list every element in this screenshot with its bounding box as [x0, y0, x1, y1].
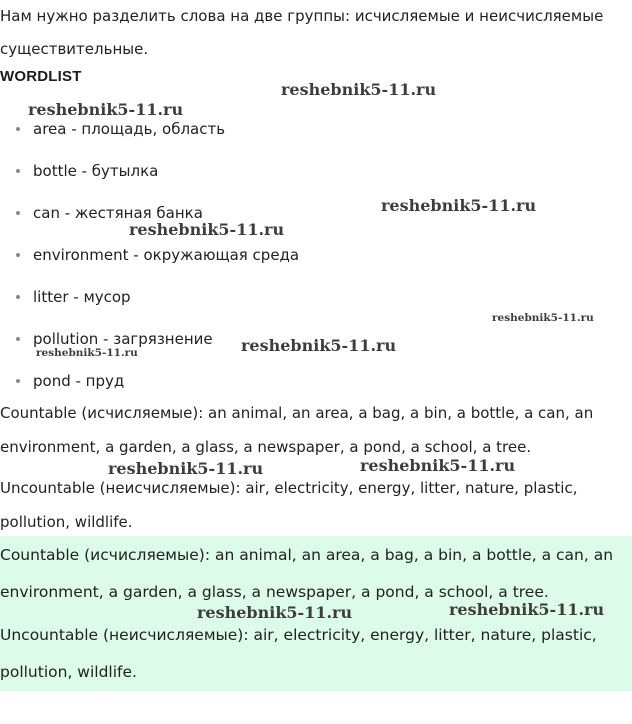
list-item-text: area - площадь, область	[33, 120, 226, 138]
watermark: reshebnik5-11.ru	[281, 80, 437, 99]
list-item-text: pollution - загрязнение	[33, 330, 213, 348]
watermark: reshebnik5-11.ru	[129, 220, 285, 239]
watermark: reshebnik5-11.ru	[197, 603, 353, 622]
list-item-text: litter - мусор	[33, 288, 131, 306]
answer-countable-paragraph: Countable (исчисляемые): an animal, an area, a bag, a bin, a bottle, a can, an environment, a garden, a glass, a newspaper, a pond, a school, a tree.	[0, 546, 614, 601]
watermark: reshebnik5-11.ru	[28, 100, 184, 119]
bullet-icon	[16, 253, 20, 257]
countable-paragraph: Countable (исчисляемые): an animal, an area, a bag, a bin, a bottle, a can, an environment, a garden, a glass, a newspaper, a pond, a school, a tree.	[0, 404, 594, 456]
watermark: reshebnik5-11.ru	[381, 196, 537, 215]
list-item-text: environment - окружающая среда	[33, 246, 300, 264]
list-item-text: pond - пруд	[33, 372, 125, 390]
watermark: reshebnik5-11.ru	[449, 600, 605, 619]
uncountable-paragraph: Uncountable (неисчисляемые): air, electricity, energy, litter, nature, plastic, pollution, wildlife.	[0, 479, 578, 531]
list-item-text: bottle - бутылка	[33, 162, 159, 180]
watermark: reshebnik5-11.ru	[360, 456, 516, 475]
list-item	[0, 286, 299, 328]
wordlist	[0, 118, 299, 412]
list-item	[0, 202, 299, 244]
watermark: reshebnik5-11.ru	[241, 336, 397, 355]
watermark: reshebnik5-11.ru	[108, 459, 264, 478]
list-item	[0, 160, 299, 202]
list-item-text: can - жестяная банка	[33, 204, 203, 222]
watermark: reshebnik5-11.ru	[492, 312, 594, 324]
bullet-icon	[16, 169, 20, 173]
answer-uncountable-paragraph: Uncountable (неисчисляемые): air, electricity, energy, litter, nature, plastic, pollution, wildlife.	[0, 626, 597, 681]
list-item	[0, 244, 299, 286]
list-item	[0, 118, 299, 160]
intro-text: Нам нужно разделить слова на две группы: исчисляемые и неисчисляемые существительные.	[0, 7, 604, 58]
bullet-icon	[16, 337, 20, 341]
bullet-icon	[16, 295, 20, 299]
list-item	[0, 328, 299, 370]
bullet-icon	[16, 379, 20, 383]
answer-box	[0, 536, 632, 691]
bullet-icon	[16, 127, 20, 131]
watermark: reshebnik5-11.ru	[36, 347, 138, 359]
wordlist-heading: WORDLIST	[0, 68, 82, 85]
bullet-icon	[16, 211, 20, 215]
